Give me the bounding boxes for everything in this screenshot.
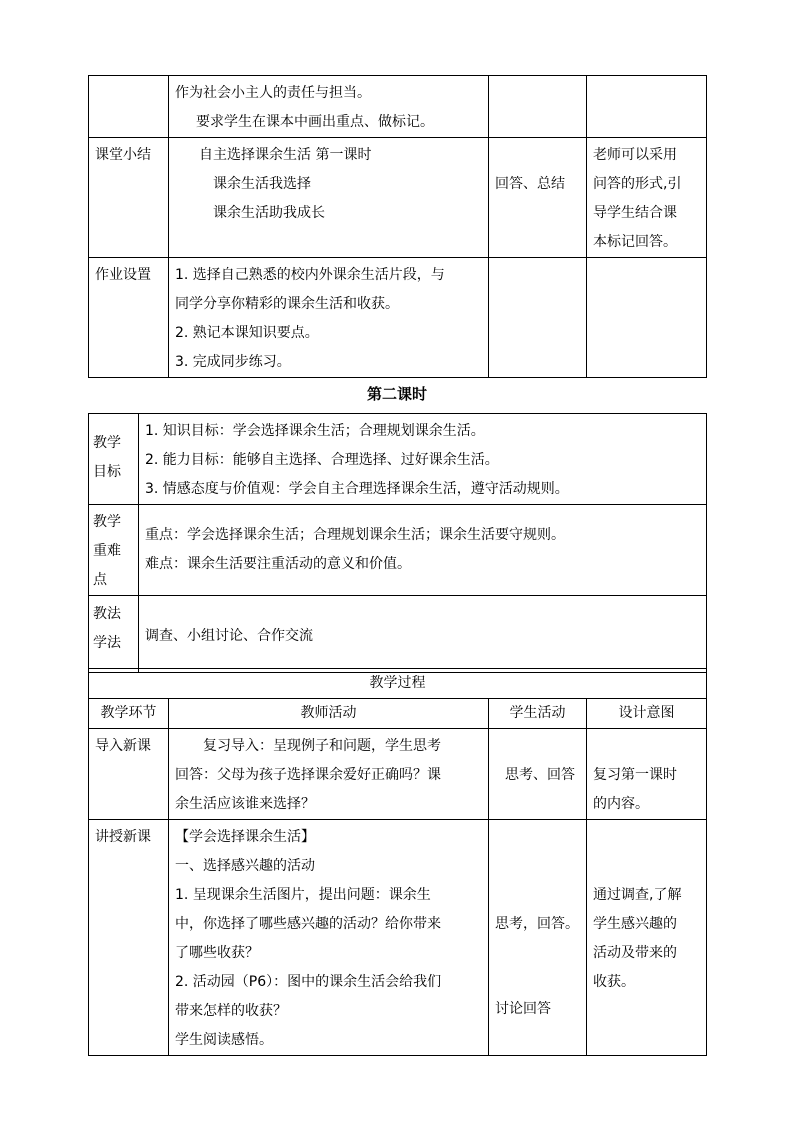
content-line: 2. 活动园（P6）：图中的课余生活会给我们 xyxy=(175,974,442,990)
row-label: 学法 xyxy=(93,635,121,651)
student-activity-cell xyxy=(489,138,587,258)
methods-content-cell xyxy=(139,596,707,673)
lesson-two-info-table xyxy=(88,413,707,673)
empty-cell xyxy=(587,258,707,378)
table-row xyxy=(89,729,707,820)
row-label-cell xyxy=(89,258,169,378)
teach-content-cell xyxy=(169,820,489,1056)
row-label-cell xyxy=(89,138,169,258)
section-title: 第二课时 xyxy=(366,385,427,403)
student-activity: 讨论回答 xyxy=(495,1001,551,1017)
summary-content-cell xyxy=(169,138,489,258)
design-intent-cell xyxy=(587,820,707,1056)
column-header: 教学环节 xyxy=(89,699,169,729)
row-label-cell xyxy=(89,820,169,1056)
table-row xyxy=(89,138,707,258)
row-label-cell xyxy=(89,505,139,596)
student-activity-cell xyxy=(489,729,587,820)
table-header-row xyxy=(89,699,707,729)
content-line: 1. 选择自己熟悉的校内外课余生活片段，与 xyxy=(175,267,445,283)
keypoints-content-cell xyxy=(139,505,707,596)
content-line: 复习导入：呈现例子和问题，学生思考 xyxy=(203,738,441,754)
intent-line: 的内容。 xyxy=(593,796,649,812)
table-row xyxy=(89,596,707,673)
column-header: 设计意图 xyxy=(587,699,707,729)
row-label: 教学 xyxy=(93,514,121,530)
empty-cell xyxy=(489,258,587,378)
content-line: 回答：父母为孩子选择课余爱好正确吗？课 xyxy=(175,767,441,783)
process-title-cell xyxy=(89,669,707,699)
content-line: 带来怎样的收获？ xyxy=(175,1003,287,1019)
row-label: 教法 xyxy=(93,606,121,622)
content-line: 中，你选择了哪些感兴趣的活动？给你带来 xyxy=(175,916,441,932)
student-activity: 回答、总结 xyxy=(495,176,565,192)
row-label: 讲授新课 xyxy=(95,829,151,845)
content-line: 自主选择课余生活 第一课时 xyxy=(199,147,372,163)
table-row xyxy=(89,76,707,138)
table-row xyxy=(89,414,707,505)
continued-content-cell xyxy=(169,76,489,138)
content-line: 了哪些收获？ xyxy=(175,945,259,961)
content-line: 2. 能力目标：能够自主选择、合理选择、过好课余生活。 xyxy=(145,452,499,468)
content-line: 要求学生在课本中画出重点、做标记。 xyxy=(196,114,434,130)
column-header: 教师活动 xyxy=(169,699,489,729)
content-line: 3. 情感态度与价值观：学会自主合理选择课余生活，遵守活动规则。 xyxy=(145,481,569,497)
column-header: 学生活动 xyxy=(489,699,587,729)
row-label: 重难 xyxy=(93,543,121,559)
table-row xyxy=(89,669,707,699)
intent-line: 复习第一课时 xyxy=(593,767,677,783)
student-activity: 思考、回答 xyxy=(505,767,575,783)
intent-line: 导学生结合课 xyxy=(593,205,677,221)
content-line: 1. 呈现课余生活图片，提出问题：课余生 xyxy=(175,887,431,903)
table-row xyxy=(89,820,707,1056)
design-intent-cell xyxy=(587,729,707,820)
row-label: 教学 xyxy=(93,435,121,451)
table-row xyxy=(89,258,707,378)
intent-line: 问答的形式,引 xyxy=(593,176,682,192)
intent-line: 活动及带来的 xyxy=(593,945,677,961)
empty-cell xyxy=(587,76,707,138)
content-line: 3. 完成同步练习。 xyxy=(175,354,291,370)
intent-line: 本标记回答。 xyxy=(593,234,677,250)
content-line: 难点：课余生活要注重活动的意义和价值。 xyxy=(145,556,411,572)
homework-content-cell xyxy=(169,258,489,378)
content-line: 重点：学会选择课余生活；合理规划课余生活；课余生活要守规则。 xyxy=(145,527,565,543)
intent-line: 学生感兴趣的 xyxy=(593,916,677,932)
empty-cell xyxy=(89,76,169,138)
row-label-cell xyxy=(89,414,139,505)
student-activity: 思考，回答。 xyxy=(495,916,579,932)
table-row xyxy=(89,505,707,596)
row-label-cell xyxy=(89,596,139,673)
row-label: 导入新课 xyxy=(95,738,151,754)
row-label: 作业设置 xyxy=(95,267,151,283)
content-line: 课余生活我选择 xyxy=(213,176,311,192)
intent-line: 老师可以采用 xyxy=(593,147,677,163)
content-line: 调查、小组讨论、合作交流 xyxy=(145,628,313,644)
goals-content-cell xyxy=(139,414,707,505)
content-line: 2. 熟记本课知识要点。 xyxy=(175,325,319,341)
process-title: 教学过程 xyxy=(369,675,426,691)
intro-content-cell xyxy=(169,729,489,820)
intent-line: 通过调查,了解 xyxy=(593,887,682,903)
empty-cell xyxy=(489,76,587,138)
content-line: 学生阅读感悟。 xyxy=(175,1032,273,1048)
design-intent-cell xyxy=(587,138,707,258)
content-line: 【学会选择课余生活】 xyxy=(175,829,315,845)
row-label: 点 xyxy=(93,572,107,588)
row-label: 课堂小结 xyxy=(95,147,151,163)
content-line: 课余生活助我成长 xyxy=(213,205,325,221)
intent-line: 收获。 xyxy=(593,974,635,990)
lesson-one-table xyxy=(88,75,707,378)
content-line: 1. 知识目标：学会选择课余生活；合理规划课余生活。 xyxy=(145,423,485,439)
student-activity-cell xyxy=(489,820,587,1056)
teaching-process-table xyxy=(88,668,707,1056)
content-line: 作为社会小主人的责任与担当。 xyxy=(175,85,371,101)
content-line: 同学分享你精彩的课余生活和收获。 xyxy=(175,296,399,312)
row-label: 目标 xyxy=(93,464,121,480)
content-line: 余生活应该谁来选择？ xyxy=(175,796,315,812)
row-label-cell xyxy=(89,729,169,820)
content-line: 一、选择感兴趣的活动 xyxy=(175,858,315,874)
